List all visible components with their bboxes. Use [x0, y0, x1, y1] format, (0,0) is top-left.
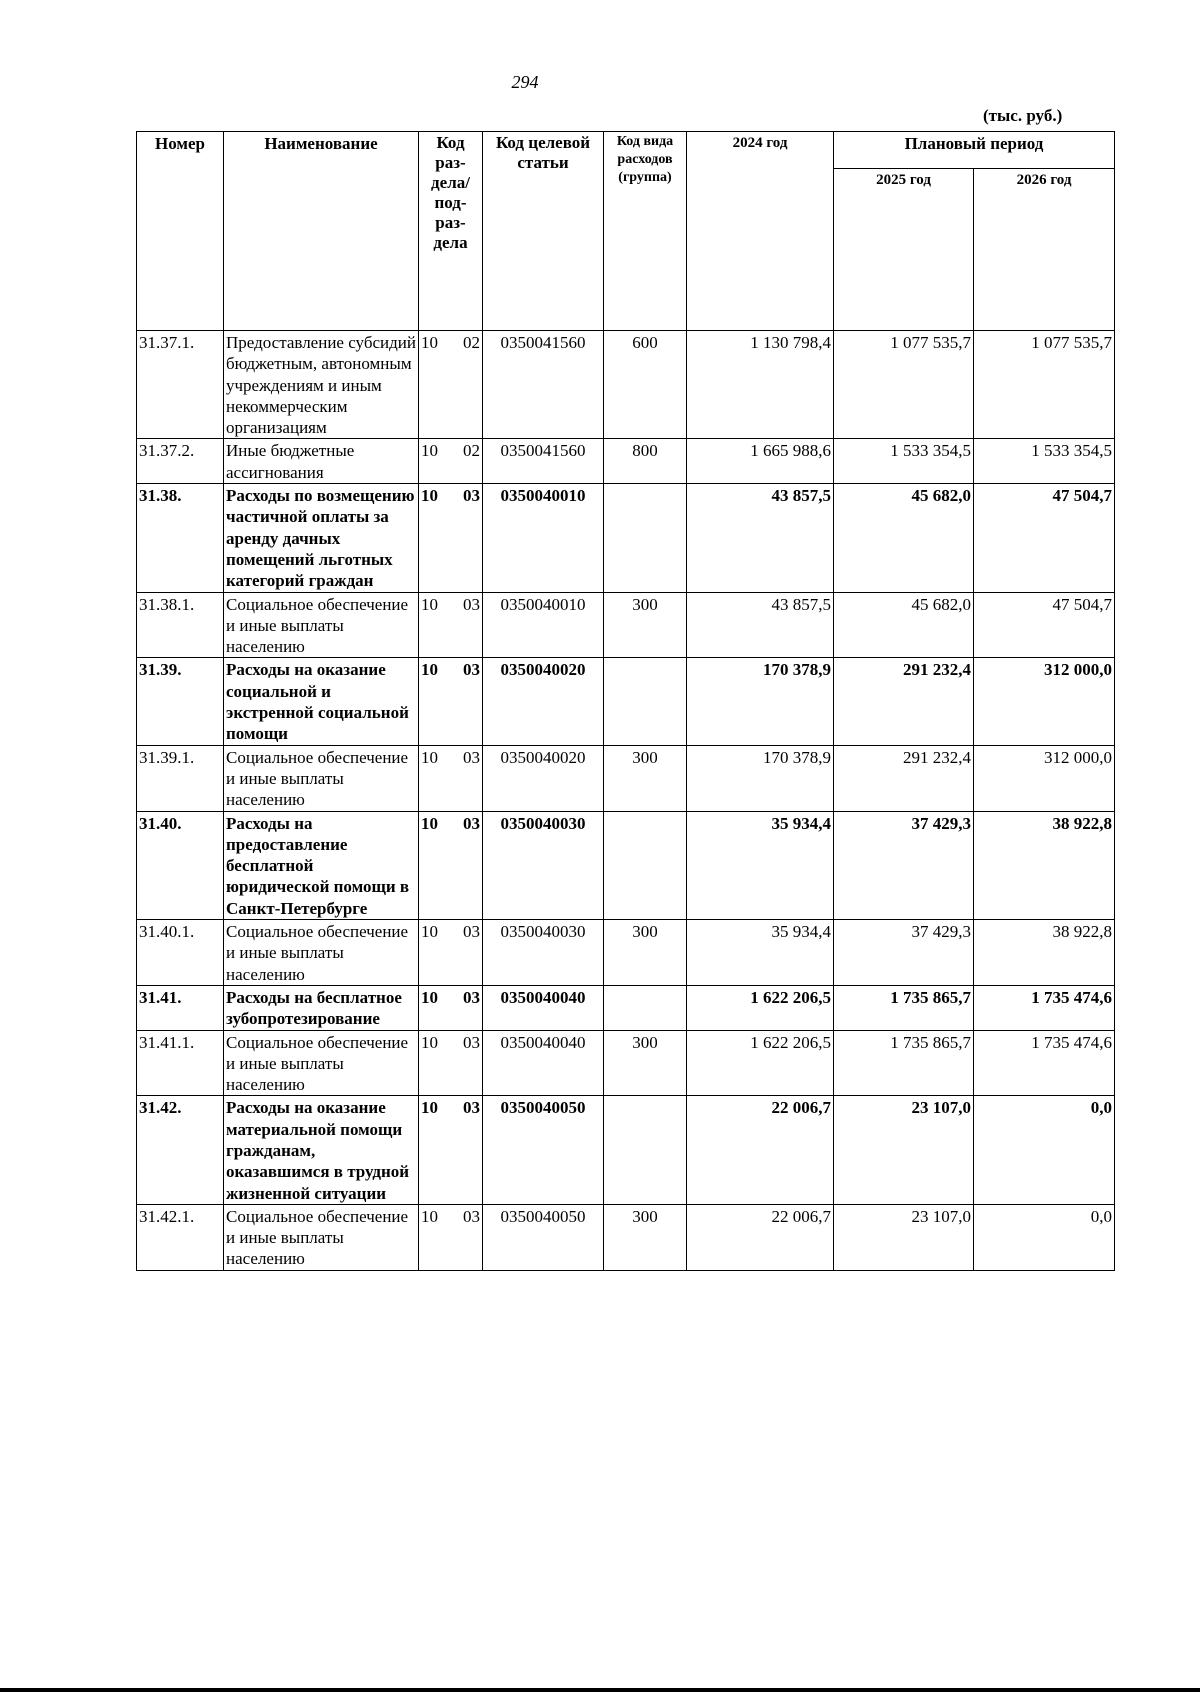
row-value-2024: 1 622 206,5 — [687, 985, 834, 1030]
row-value-2024: 170 378,9 — [687, 658, 834, 745]
row-value-2024: 170 378,9 — [687, 745, 834, 811]
row-target-code: 0350040050 — [483, 1096, 604, 1204]
row-number: 31.37.2. — [137, 439, 224, 484]
units-label: (тыс. руб.) — [983, 106, 1063, 125]
scan-edge — [0, 1688, 1200, 1692]
row-name: Социальное обеспечение и иные выплаты населению — [224, 1030, 419, 1096]
table-row — [137, 331, 1115, 439]
row-subsection: 03 — [463, 486, 480, 506]
row-value-2025: 37 429,3 — [834, 920, 974, 986]
table-row — [137, 484, 1115, 592]
row-value-2026: 312 000,0 — [974, 745, 1115, 811]
row-target-code: 0350041560 — [483, 439, 604, 484]
row-name: Иные бюджетные ассигнования — [224, 439, 419, 484]
table-row — [137, 745, 1115, 811]
row-value-2024: 22 006,7 — [687, 1204, 834, 1270]
header-expense-type: Код вида расходов (группа) — [604, 132, 687, 331]
row-value-2026: 312 000,0 — [974, 658, 1115, 745]
header-name: Наименование — [224, 132, 419, 331]
row-value-2025: 23 107,0 — [834, 1096, 974, 1204]
row-value-2026: 1 077 535,7 — [974, 331, 1115, 439]
row-expense-type: 600 — [604, 331, 687, 439]
row-name: Социальное обеспечение и иные выплаты населению — [224, 592, 419, 658]
row-value-2024: 35 934,4 — [687, 811, 834, 919]
row-value-2026: 1 735 474,6 — [974, 985, 1115, 1030]
row-section: 10 — [421, 486, 438, 506]
row-section-code — [419, 658, 483, 745]
row-subsection: 03 — [463, 660, 480, 680]
row-value-2025: 45 682,0 — [834, 592, 974, 658]
row-number: 31.39. — [137, 658, 224, 745]
header-year-2025: 2025 год — [834, 169, 974, 331]
row-number: 31.37.1. — [137, 331, 224, 439]
row-subsection: 03 — [463, 1206, 480, 1226]
row-value-2025: 1 077 535,7 — [834, 331, 974, 439]
row-expense-type: 300 — [604, 592, 687, 658]
table-row — [137, 592, 1115, 658]
row-target-code: 0350040050 — [483, 1204, 604, 1270]
row-number: 31.41. — [137, 985, 224, 1030]
row-value-2024: 43 857,5 — [687, 484, 834, 592]
header-section-code: Код раз- дела/ под- раз- дела — [419, 132, 483, 331]
row-expense-type: 300 — [604, 1030, 687, 1096]
row-name: Социальное обеспечение и иные выплаты населению — [224, 920, 419, 986]
row-value-2026: 0,0 — [974, 1096, 1115, 1204]
budget-table — [136, 131, 1115, 1271]
header-year-2024: 2024 год — [687, 132, 834, 331]
row-section: 10 — [421, 1098, 438, 1118]
row-subsection: 03 — [463, 922, 480, 942]
row-name: Социальное обеспечение и иные выплаты населению — [224, 1204, 419, 1270]
row-section-code — [419, 484, 483, 592]
row-number: 31.40.1. — [137, 920, 224, 986]
row-section-code — [419, 1030, 483, 1096]
row-value-2026: 38 922,8 — [974, 920, 1115, 986]
row-value-2026: 47 504,7 — [974, 592, 1115, 658]
row-number: 31.42.1. — [137, 1204, 224, 1270]
row-value-2026: 38 922,8 — [974, 811, 1115, 919]
table-body — [137, 331, 1115, 1271]
row-target-code: 0350040020 — [483, 745, 604, 811]
row-subsection: 03 — [463, 594, 480, 614]
table-row — [137, 1030, 1115, 1096]
row-section: 10 — [421, 813, 438, 833]
row-target-code: 0350040040 — [483, 1030, 604, 1096]
table-row — [137, 920, 1115, 986]
row-value-2025: 45 682,0 — [834, 484, 974, 592]
row-target-code: 0350040010 — [483, 592, 604, 658]
table-row — [137, 439, 1115, 484]
row-section-code — [419, 1096, 483, 1204]
row-name: Расходы на предоставление бесплатной юридической помощи в Санкт-Петербурге — [224, 811, 419, 919]
row-value-2024: 43 857,5 — [687, 592, 834, 658]
row-value-2025: 291 232,4 — [834, 745, 974, 811]
row-subsection: 03 — [463, 747, 480, 767]
row-value-2025: 23 107,0 — [834, 1204, 974, 1270]
page-number: 294 — [511, 72, 539, 92]
row-expense-type: 300 — [604, 920, 687, 986]
row-expense-type: 800 — [604, 439, 687, 484]
row-section-code — [419, 985, 483, 1030]
row-target-code: 0350040030 — [483, 920, 604, 986]
header-year-2026: 2026 год — [974, 169, 1115, 331]
row-name: Предоставление субсидий бюджетным, автономным учреждениям и иным некоммерческим организациям — [224, 331, 419, 439]
row-section-code — [419, 439, 483, 484]
row-target-code: 0350041560 — [483, 331, 604, 439]
row-target-code: 0350040020 — [483, 658, 604, 745]
header-plan-period: Плановый период — [834, 132, 1115, 169]
row-value-2024: 1 622 206,5 — [687, 1030, 834, 1096]
row-subsection: 02 — [463, 333, 480, 352]
row-expense-type: 300 — [604, 745, 687, 811]
row-number: 31.39.1. — [137, 745, 224, 811]
row-name: Расходы на бесплатное зубопротезирование — [224, 985, 419, 1030]
row-value-2024: 22 006,7 — [687, 1096, 834, 1204]
header-target-code: Код целевой статьи — [483, 132, 604, 331]
row-value-2025: 1 533 354,5 — [834, 439, 974, 484]
row-target-code: 0350040030 — [483, 811, 604, 919]
table-row — [137, 658, 1115, 745]
row-value-2026: 0,0 — [974, 1204, 1115, 1270]
row-subsection: 03 — [463, 1098, 480, 1118]
row-number: 31.42. — [137, 1096, 224, 1204]
table-row — [137, 811, 1115, 919]
row-section-code — [419, 811, 483, 919]
row-value-2025: 1 735 865,7 — [834, 1030, 974, 1096]
row-value-2026: 1 533 354,5 — [974, 439, 1115, 484]
row-section: 10 — [421, 1032, 438, 1052]
row-number: 31.40. — [137, 811, 224, 919]
row-name: Расходы на оказание материальной помощи гражданам, оказавшимся в трудной жизненной ситуации — [224, 1096, 419, 1204]
row-name: Социальное обеспечение и иные выплаты населению — [224, 745, 419, 811]
row-expense-type — [604, 1096, 687, 1204]
row-section: 10 — [421, 594, 438, 614]
row-value-2024: 1 130 798,4 — [687, 331, 834, 439]
row-section: 10 — [421, 1206, 438, 1226]
row-subsection: 03 — [463, 813, 480, 833]
row-value-2024: 1 665 988,6 — [687, 439, 834, 484]
row-value-2026: 1 735 474,6 — [974, 1030, 1115, 1096]
row-number: 31.41.1. — [137, 1030, 224, 1096]
row-expense-type — [604, 484, 687, 592]
row-subsection: 02 — [463, 441, 480, 461]
row-expense-type: 300 — [604, 1204, 687, 1270]
row-target-code: 0350040010 — [483, 484, 604, 592]
row-expense-type — [604, 811, 687, 919]
row-number: 31.38. — [137, 484, 224, 592]
row-section-code — [419, 920, 483, 986]
row-section: 10 — [421, 660, 438, 680]
header-number: Номер — [137, 132, 224, 331]
row-name: Расходы по возмещению частичной оплаты за аренду дачных помещений льготных категорий граждан — [224, 484, 419, 592]
row-section: 10 — [421, 922, 438, 942]
row-section: 10 — [421, 441, 438, 461]
row-section-code — [419, 592, 483, 658]
row-expense-type — [604, 985, 687, 1030]
table-row — [137, 1096, 1115, 1204]
row-target-code: 0350040040 — [483, 985, 604, 1030]
row-section: 10 — [421, 333, 438, 352]
table-row — [137, 1204, 1115, 1270]
row-value-2024: 35 934,4 — [687, 920, 834, 986]
row-value-2026: 47 504,7 — [974, 484, 1115, 592]
row-value-2025: 1 735 865,7 — [834, 985, 974, 1030]
row-expense-type — [604, 658, 687, 745]
row-value-2025: 291 232,4 — [834, 658, 974, 745]
table-header — [137, 132, 1115, 331]
row-section: 10 — [421, 747, 438, 767]
row-name: Расходы на оказание социальной и экстренной социальной помощи — [224, 658, 419, 745]
row-section-code — [419, 331, 483, 439]
row-section-code — [419, 1204, 483, 1270]
row-subsection: 03 — [463, 1032, 480, 1052]
row-number: 31.38.1. — [137, 592, 224, 658]
table-row — [137, 985, 1115, 1030]
row-subsection: 03 — [463, 987, 480, 1007]
row-section-code — [419, 745, 483, 811]
row-value-2025: 37 429,3 — [834, 811, 974, 919]
row-section: 10 — [421, 987, 438, 1007]
